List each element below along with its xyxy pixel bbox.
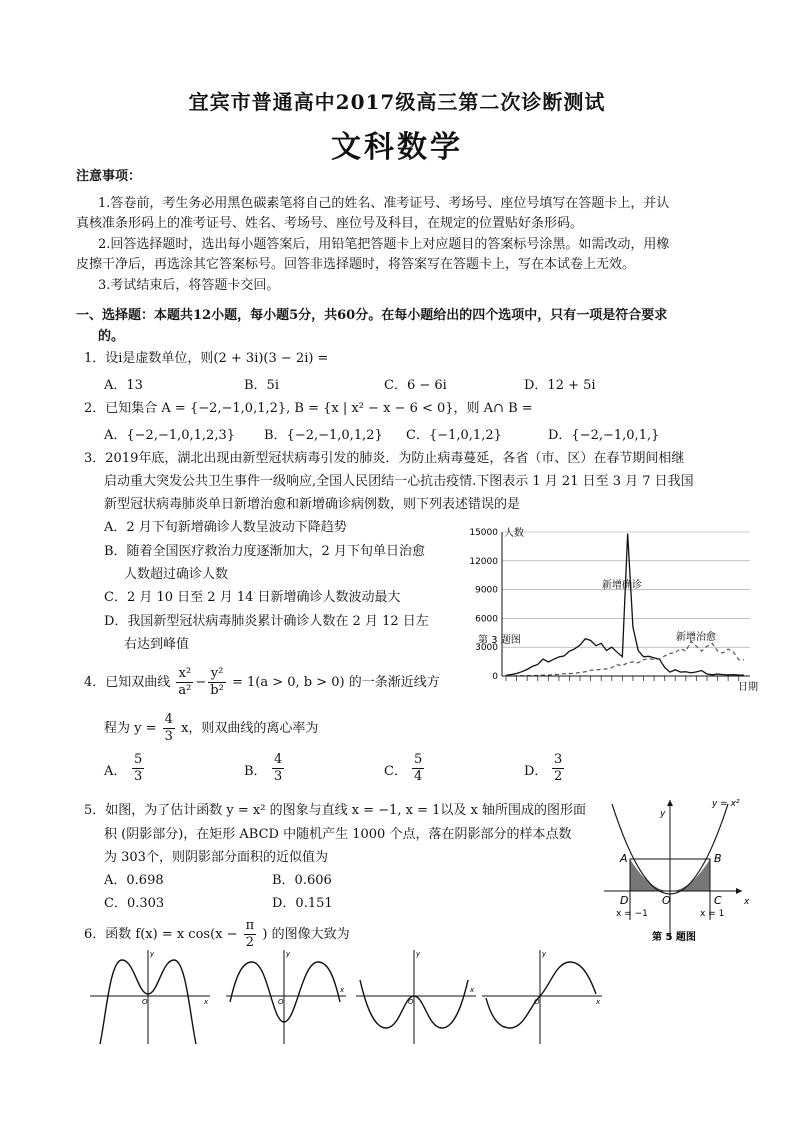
origin-label: O xyxy=(408,998,414,1006)
x-label: x xyxy=(340,986,345,994)
chart-figure-label: 第 3 题图 xyxy=(478,635,521,646)
x-label: x xyxy=(744,897,750,907)
q2-options xyxy=(104,424,704,446)
q4-option-b-fraction xyxy=(272,752,284,785)
q5-option-b: B．0.606 xyxy=(272,873,332,888)
frac-denominator: a² xyxy=(178,683,192,698)
q3-stem-line-3: 新型冠状病毒肺炎单日新增治愈和新增确诊病例数，则下列表述错误的是 xyxy=(104,497,521,512)
point-a-label: A xyxy=(620,852,628,865)
q2-stem: 2．已知集合 A = {−2,−1,0,1,2}, B = {x | x² − x − 6 < 0}，则 A∩ B = xyxy=(84,401,533,416)
notice-heading: 注意事项： xyxy=(76,169,142,184)
q2-option-b: B．{−2,−1,0,1,2} xyxy=(264,428,383,443)
chart-series xyxy=(506,534,744,676)
point-b-label: B xyxy=(714,852,722,865)
x-label: x xyxy=(470,986,475,994)
chart-x-label: 日期 xyxy=(738,682,758,693)
q2-option-a: A．{−2,−1,0,1,2,3} xyxy=(104,428,236,443)
q1-options xyxy=(104,374,704,396)
frac-numerator: 5 xyxy=(134,752,143,767)
q1-stem: 1．设i是虚数单位，则(2 + 3i)(3 − 2i) = xyxy=(84,351,329,366)
frac-denominator: b² xyxy=(210,683,224,698)
x-axis-arrow-icon xyxy=(736,888,742,894)
q3-option-c: C．2 月 10 日至 2 月 14 日新增确诊人数波动最大 xyxy=(104,590,401,605)
q4-option-c-label: C． xyxy=(384,764,407,779)
series-label-recovered: 新增治愈 xyxy=(676,632,716,643)
frac-denominator: 3 xyxy=(164,729,173,744)
chart-y-ticks xyxy=(469,528,498,682)
q6-graph-b xyxy=(222,946,352,1046)
q5-option-c: C．0.303 xyxy=(104,896,165,911)
series-line-confirmed xyxy=(506,534,744,676)
y-tick-label: 15000 xyxy=(469,528,498,538)
notice-item-3: 3.考试结束后，将答题卡交回。 xyxy=(98,278,280,293)
origin-label: O xyxy=(142,998,148,1006)
q4-options xyxy=(104,752,704,794)
frac-numerator: 3 xyxy=(554,752,563,767)
frac-denominator: 3 xyxy=(134,769,143,784)
q4-stem-pre: 4．已知双曲线 xyxy=(84,675,171,690)
q2-option-d: D．{−2,−1,0,1,} xyxy=(548,428,660,443)
x-neg1-label: x = −1 xyxy=(616,909,648,919)
q4-fraction-y2-b2 xyxy=(208,666,226,699)
chart-y-label: 人数 xyxy=(504,528,524,539)
y-tick-label: 0 xyxy=(492,672,498,682)
frac-numerator: y² xyxy=(208,666,226,683)
notice-item-2-line-2: 皮擦干净后，再选涂其它答案标号。回答非选择题时，将答案写在答题卡上，写在本试卷上无效。 xyxy=(76,257,636,272)
point-c-label: C xyxy=(714,894,722,907)
q4-stem-post: = 1(a > 0, b > 0) 的一条渐近线方 xyxy=(231,675,440,690)
frac-numerator: 4 xyxy=(274,752,283,767)
notice-item-2-line-1: 2.回答选择题时，选出每小题答案后，用铅笔把答题卡上对应题目的答案标号涂黑。如需改动，用橡 xyxy=(98,237,670,252)
frac-numerator: π xyxy=(245,918,255,933)
q3-chart xyxy=(452,522,772,694)
q2-option-c: C．{−1,0,1,2} xyxy=(406,428,502,443)
exam-title: 宜宾市普通高中2017级高三第二次诊断测试 xyxy=(188,90,606,114)
func-label: y = x² xyxy=(712,799,740,809)
q6-stem-post: ) 的图像大致为 xyxy=(262,927,350,942)
y-tick-label: 3000 xyxy=(475,643,498,654)
series-label-confirmed: 新增确诊 xyxy=(602,580,642,591)
y-tick-label: 12000 xyxy=(469,556,498,567)
frac-numerator: x² xyxy=(176,666,193,683)
q4-stem-line-2-post: x，则双曲线的离心率为 xyxy=(181,721,319,736)
q3-stem-line-2: 启动重大突发公共卫生事件一级响应,全国人民团结一心抗击疫情.下图表示 1 月 21 日至 3 月 7 日我国 xyxy=(104,474,694,489)
y-axis-arrow-icon xyxy=(667,800,673,806)
x-pos1-label: x = 1 xyxy=(700,909,725,919)
q6-stem-pre: 6．函数 f(x) = x cos(x − xyxy=(84,927,238,942)
q1-option-d: D．12 + 5i xyxy=(524,378,596,393)
q5-stem-line-2: 积 (阴影部分)，在矩形 ABCD 中随机产生 1000 个点，落在阴影部分的样本点数 xyxy=(104,827,572,842)
x-label: x xyxy=(204,998,209,1006)
series-line-recovered xyxy=(506,641,744,675)
curve xyxy=(230,962,340,1022)
q4-stem-line-2 xyxy=(104,712,464,745)
q5-options xyxy=(104,870,504,916)
origin-label: O xyxy=(278,998,284,1006)
y-tick-label: 9000 xyxy=(475,585,498,596)
q3-option-b-line-1: B．随着全国医疗救治力度逐渐加大，2 月下旬单日治愈 xyxy=(104,544,425,559)
frac-numerator: 5 xyxy=(414,752,423,767)
q4-option-a-label: A． xyxy=(104,764,127,779)
q5-figure-caption: 第 5 题图 xyxy=(652,932,696,943)
frac-denominator: 2 xyxy=(245,935,255,950)
y-label: y xyxy=(660,809,666,819)
q4-option-a-fraction xyxy=(132,752,144,785)
q1-option-b: B．5i xyxy=(244,378,279,393)
origin-label: O xyxy=(534,998,540,1006)
q4-fraction-x2-a2 xyxy=(176,666,193,699)
y-label: y xyxy=(286,950,291,958)
q5-stem-line-1: 5．如图，为了估计函数 y = x² 的图象与直线 x = −1, x = 1以及 x 轴所围成的图形面 xyxy=(84,803,586,818)
point-d-label: D xyxy=(620,894,629,907)
y-label: y xyxy=(416,950,421,958)
q6-graph-d xyxy=(478,946,608,1046)
subject-title: 文科数学 xyxy=(331,130,463,165)
q5-option-d: D．0.151 xyxy=(272,896,333,911)
chart-x-ticks xyxy=(506,676,739,681)
frac-denominator: 4 xyxy=(414,769,423,784)
q3-option-d-line-2: 右达到峰值 xyxy=(124,637,190,652)
q4-option-c-fraction xyxy=(412,752,424,785)
y-tick-label: 6000 xyxy=(475,614,498,625)
q4-stem-line-1: 4．已知双曲线 $\frac{\text{x²}}{\text{a²}}$ − $\frac{\text{y²}}{\text{b²}}$ = 1(a > 0, b > 0) 的一条渐近线方 xyxy=(84,666,440,698)
origin-label: O xyxy=(662,894,671,907)
q1-option-c: C．6 − 6i xyxy=(384,378,447,393)
q3-option-a: A．2 月下旬新增确诊人数呈波动下降趋势 xyxy=(104,520,347,535)
q5-figure xyxy=(596,792,756,952)
q6-graph-a xyxy=(86,946,216,1046)
frac-denominator: 3 xyxy=(274,769,283,784)
frac-denominator: 2 xyxy=(554,769,563,784)
q6-graph-c xyxy=(352,946,482,1046)
q3-option-b-line-2: 人数超过确诊人数 xyxy=(124,567,229,582)
y-label: y xyxy=(542,950,547,958)
q4-slope-fraction xyxy=(163,712,175,745)
q5-stem-line-3: 为 303个，则阴影部分面积的近似值为 xyxy=(104,850,328,865)
q4-option-b-label: B． xyxy=(244,764,267,779)
notice-item-1-line-2: 真核准条形码上的准考证号、姓名、考场号、座位号及科目，在规定的位置贴好条形码。 xyxy=(76,216,584,231)
q3-stem-line-1: 3．2019年底，湖北出现由新型冠状病毒引发的肺炎．为防止病毒蔓延，各省（市、区）在春节期间相继 xyxy=(84,451,685,466)
y-label: y xyxy=(150,950,155,958)
q3-option-d-line-1: D．我国新型冠状病毒肺炎累计确诊人数在 2 月 12 日左 xyxy=(104,614,429,629)
q4-stem-line-2-pre: 程为 y = xyxy=(104,721,157,736)
q4-option-d-label: D． xyxy=(524,764,548,779)
q5-option-a: A．0.698 xyxy=(104,873,164,888)
notice-item-1-line-1: 1.答卷前，考生务必用黑色碳素笔将自己的姓名、准考证号、考场号、座位号填写在答题卡上，并认 xyxy=(98,196,670,211)
q4-option-d-fraction xyxy=(552,752,564,785)
x-label: x xyxy=(596,998,601,1006)
section1-heading-line-2: 的。 xyxy=(98,329,125,344)
section1-heading-line-1: 一、选择题：本题共12小题，每小题5分，共60分。在每小题给出的四个选项中，只有一项是符合要求 xyxy=(76,308,668,323)
q1-option-a: A．13 xyxy=(104,378,143,393)
curve xyxy=(486,962,596,1028)
frac-numerator: 4 xyxy=(164,712,173,727)
